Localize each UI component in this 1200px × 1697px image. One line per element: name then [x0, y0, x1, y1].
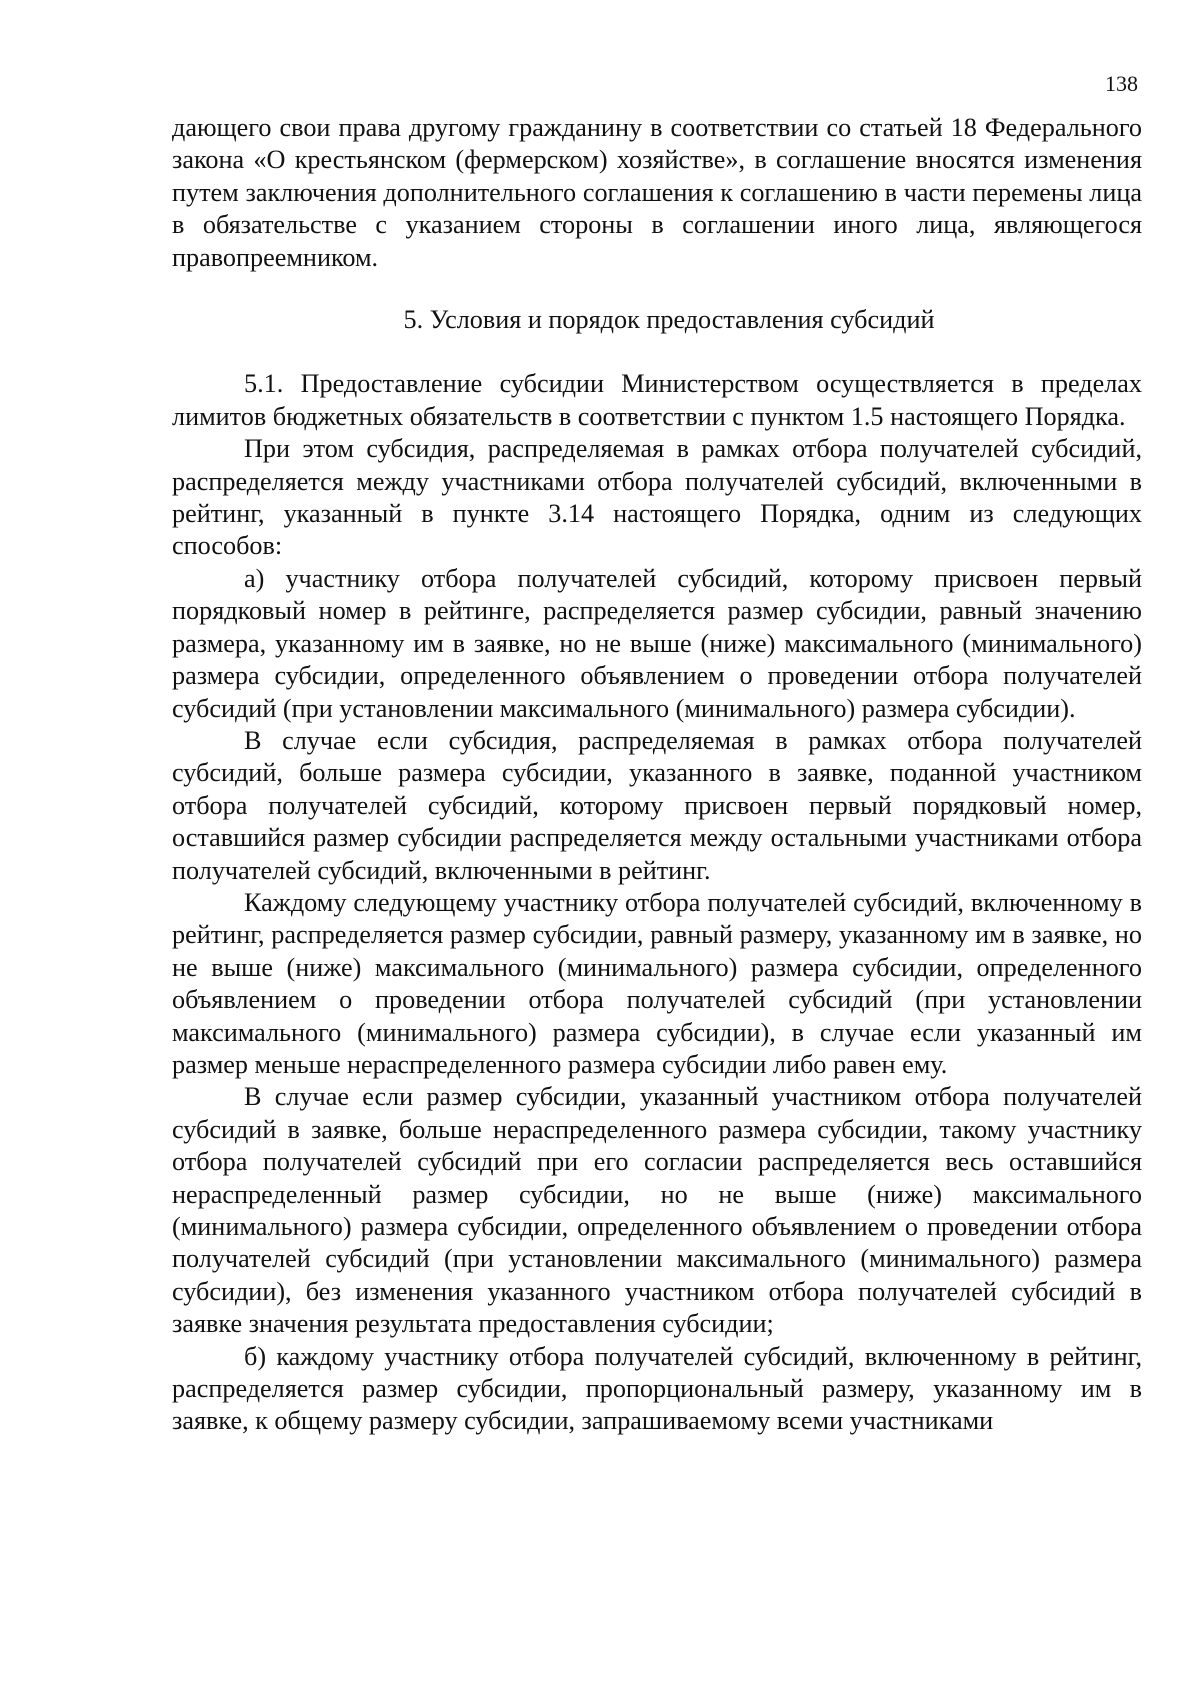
document-body: [172, 112, 1142, 1438]
paragraph-remaining-subsidy: В случае если субсидия, распределяемая в рамках отбора получателей субсидий, больше размера субсидии, указанного в заявке, поданной участником отбора получателей субсидий, которому присвоен первый порядковый номер, оставшийся размер субсидии распределяется между остальными участниками отбора получателей субсидий, включенными в рейтинг.: [172, 725, 1142, 885]
paragraph-distribution-methods: При этом субсидия, распределяемая в рамках отбора получателей субсидий, распределяется между участниками отбора получателей субсидий, включенными в рейтинг, указанный в пункте 3.14 настоящего Порядка, одним из следующих способов:: [172, 434, 1142, 561]
paragraph-5-1: 5.1. Предоставление субсидии Министерством осуществляется в пределах лимитов бюджетных обязательств в соответствии с пунктом 1.5 настоящего Порядка.: [172, 369, 1142, 431]
continuation-paragraph: дающего свои права другому гражданину в соответствии со статьей 18 Федерального закона «О крестьянском (фермерском) хозяйстве», в соглашение вносятся изменения путем заключения дополнительного соглашения к соглашению в части перемены лица в обязательстве с указанием стороны в соглашении иного лица, являющегося правопреемником.: [172, 113, 1142, 272]
paragraph-method-b: б) каждому участнику отбора получателей субсидий, включенному в рейтинг, распределяется размер субсидии, пропорциональный размеру, указанному им в заявке, к общему размеру субсидии, запрашиваемому всеми участниками: [172, 1341, 1142, 1436]
paragraph-each-next-participant: Каждому следующему участнику отбора получателей субсидий, включенному в рейтинг, распределяется размер субсидии, равный размеру, указанному им в заявке, но не выше (ниже) максимального (минимального) размера субсидии, определенного объявлением о проведении отбора получателей субсидий (при установлении максимального (минимального) размера субсидии), в случае если указанный им размер меньше нераспределенного размера субсидии либо равен ему.: [172, 887, 1142, 1079]
section-heading: 5. Условия и порядок предоставления субсидий: [403, 305, 935, 335]
page-number: 138: [1105, 71, 1138, 96]
paragraph-exceeding-request: В случае если размер субсидии, указанный участником отбора получателей субсидий в заявке, больше нераспределенного размера субсидии, такому участнику отбора получателей субсидий при его согласии распределяется весь оставшийся нераспределенный размер субсидии, но не выше (ниже) максимального (минимального) размера субсидии, определенного объявлением о проведении отбора получателей субсидий (при установлении максимального (минимального) размера субсидии), без изменения указанного участником отбора получателей субсидий в заявке значения результата предоставления субсидии;: [172, 1082, 1142, 1339]
paragraph-method-a: а) участнику отбора получателей субсидий, которому присвоен первый порядковый номер в рейтинге, распределяется размер субсидии, равный значению размера, указанному им в заявке, но не выше (ниже) максимального (минимального) размера субсидии, определенного объявлением о проведении отбора получателей субсидий (при установлении максимального (минимального) размера субсидии).: [172, 563, 1142, 723]
